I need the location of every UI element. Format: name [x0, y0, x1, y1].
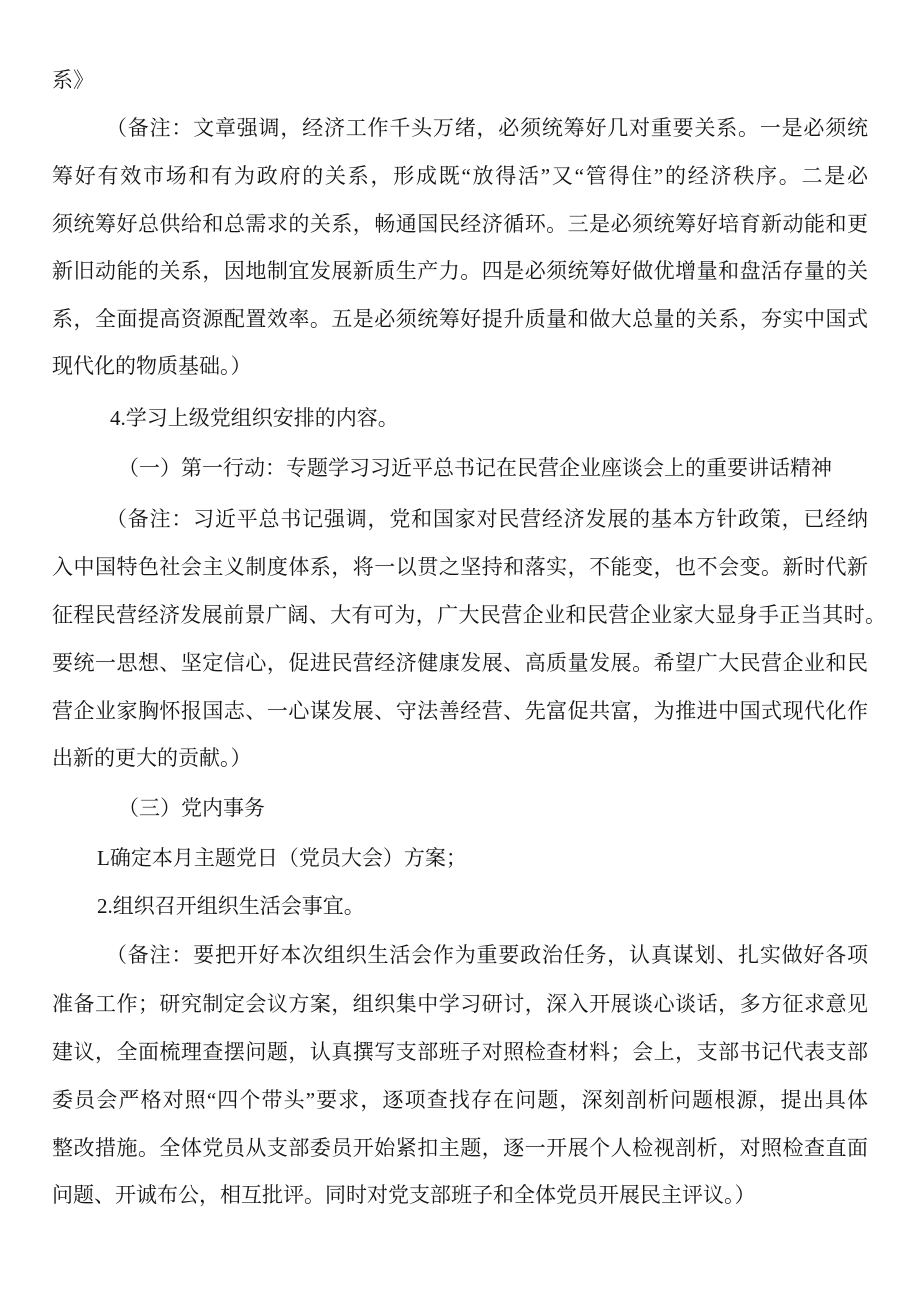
paragraph-line: 准备工作；研究制定会议方案，组织集中学习研讨，深入开展谈心谈话，多方征求意见 — [52, 992, 868, 1016]
paragraph-line: （备注：要把开好本次组织生活会作为重要政治任务，认真谋划、扎实做好各项 — [106, 943, 868, 967]
paragraph-line: 新旧动能的关系，因地制宜发展新质生产力。四是必须统筹好做优增量和盘活存量的关 — [52, 259, 868, 283]
paragraph-line: 问题、开诚布公，相互批评。同时对党支部班子和全体党员开展民主评议。） — [52, 1183, 756, 1207]
action-1-heading: （一）第一行动：专题学习习近平总书记在民营企业座谈会上的重要讲话精神 — [118, 456, 832, 480]
paragraph-line: 现代化的物质基础。） — [52, 354, 252, 378]
paragraph-line: 入中国特色社会主义制度体系，将一以贯之坚持和落实，不能变，也不会变。新时代新 — [52, 555, 868, 579]
paragraph-line: （备注：习近平总书记强调，党和国家对民营经济发展的基本方针政策，已经纳 — [106, 507, 868, 531]
paragraph-line: 要统一思想、坚定信心，促进民营经济健康发展、高质量发展。希望广大民营企业和民 — [52, 651, 868, 675]
paragraph-line: 出新的更大的贡献。） — [52, 746, 252, 770]
paragraph-line: 建议，全面梳理查摆问题，认真撰写支部班子对照检查材料；会上，支部书记代表支部 — [52, 1040, 868, 1064]
paragraph-line: 整改措施。全体党员从支部委员开始紧扣主题，逐一开展个人检视剖析，对照检查直面 — [52, 1136, 868, 1160]
paragraph-line: 系，全面提高资源配置效率。五是必须统筹好提升质量和做大总量的关系，夯实中国式 — [52, 307, 868, 331]
paragraph-line: 营企业家胸怀报国志、一心谋发展、守法善经营、先富促共富，为推进中国式现代化作 — [52, 699, 868, 723]
paragraph-line: 须统筹好总供给和总需求的关系，畅通国民经济循环。三是必须统筹好培育新动能和更 — [52, 212, 868, 236]
item-1-line: L确定本月主题党日（党员大会）方案； — [97, 846, 467, 870]
item-2-line: 2.组织召开组织生活会事宜。 — [97, 894, 365, 918]
item-4-heading: 4.学习上级党组织安排的内容。 — [110, 406, 399, 430]
paragraph-line: （备注：文章强调，经济工作千头万绪，必须统筹好几对重要关系。一是必须统 — [106, 116, 868, 140]
intro-tail-line: 系》 — [52, 68, 94, 92]
paragraph-line: 征程民营经济发展前景广阔、大有可为，广大民营企业和民营企业家大显身手正当其时。 — [52, 603, 886, 627]
section-3-heading: （三）党内事务 — [118, 796, 265, 820]
paragraph-line: 委员会严格对照“四个带头”要求，逐项查找存在问题，深刻剖析问题根源，提出具体 — [52, 1088, 868, 1112]
paragraph-line: 筹好有效市场和有为政府的关系，形成既“放得活”又“管得住”的经济秩序。二是必 — [52, 164, 868, 188]
